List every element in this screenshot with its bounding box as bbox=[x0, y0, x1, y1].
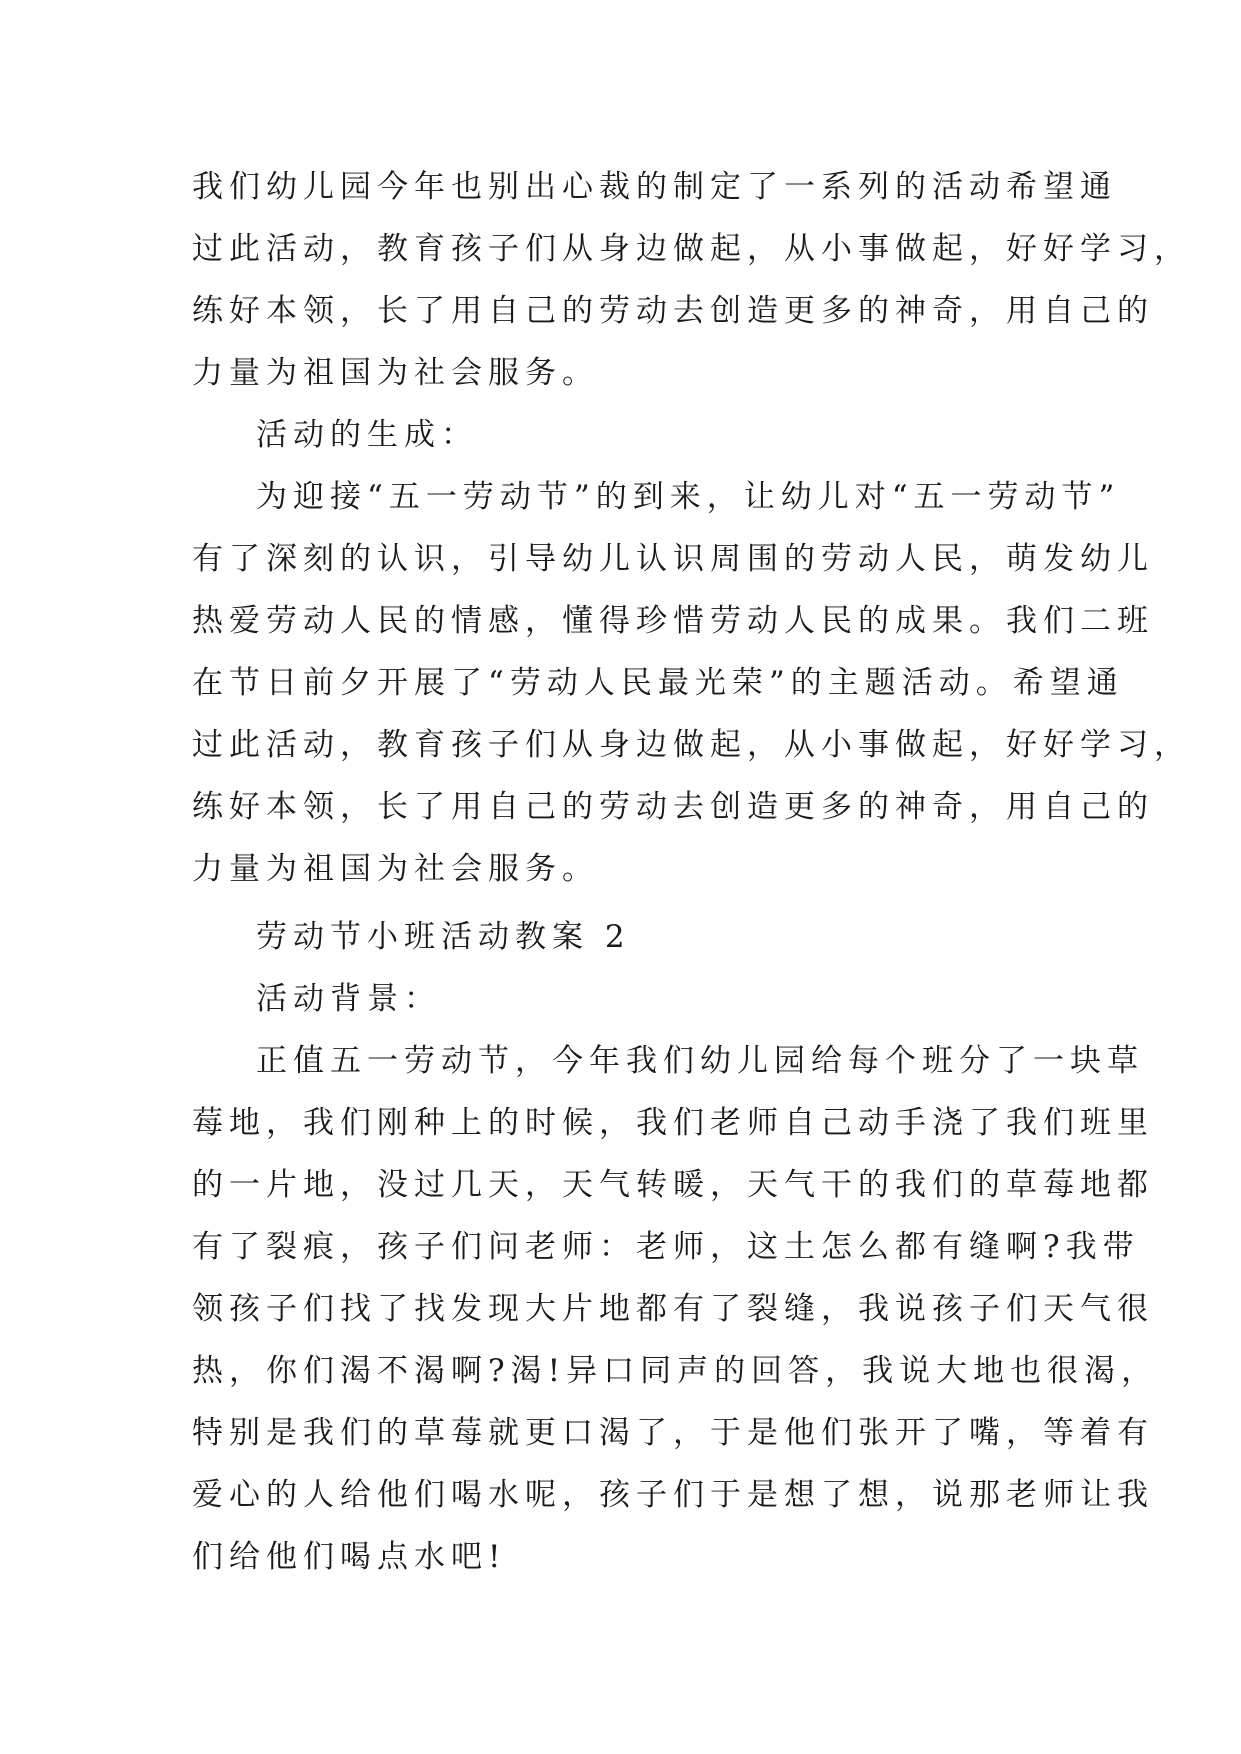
text-line: 我们幼儿园今年也别出心裁的制定了一系列的活动希望通 bbox=[192, 169, 1117, 205]
section-title bbox=[192, 906, 1072, 968]
text-line: 正值五一劳动节，今年我们幼儿园给每个班分了一块草 bbox=[256, 1043, 1144, 1079]
text-line: 过此活动，教育孩子们从身边做起，从小事做起，好好学习， bbox=[192, 231, 1191, 267]
text-line: 有了裂痕，孩子们问老师：老师，这土怎么都有缝啊?我带 bbox=[192, 1229, 1140, 1265]
heading-activity-background bbox=[192, 968, 1072, 1030]
text-line: 练好本领，长了用自己的劳动去创造更多的神奇，用自己的 bbox=[192, 293, 1154, 329]
text-line: 热爱劳动人民的情感，懂得珍惜劳动人民的成果。我们二班 bbox=[192, 603, 1154, 639]
paragraph-generation bbox=[192, 466, 1191, 900]
text-line: 有了深刻的认识，引导幼儿认识周围的劳动人民，萌发幼儿 bbox=[192, 541, 1154, 577]
text-line: 爱心的人给他们喝水呢，孩子们于是想了想，说那老师让我 bbox=[192, 1477, 1154, 1513]
text-line: 热，你们渴不渴啊?渴!异口同声的回答，我说大地也很渴， bbox=[192, 1353, 1159, 1389]
text-line: 领孩子们找了找发现大片地都有了裂缝，我说孩子们天气很 bbox=[192, 1291, 1154, 1327]
heading-text: 活动的生成： bbox=[256, 417, 478, 453]
paragraph-background bbox=[192, 1030, 1159, 1588]
text-line: 力量为祖国为社会服务。 bbox=[192, 355, 599, 391]
text-line: 过此活动，教育孩子们从身边做起，从小事做起，好好学习， bbox=[192, 727, 1191, 763]
heading-text: 活动背景： bbox=[256, 981, 441, 1017]
text-line: 特别是我们的草莓就更口渴了，于是他们张开了嘴，等着有 bbox=[192, 1415, 1154, 1451]
text-line: 练好本领，长了用自己的劳动去创造更多的神奇，用自己的 bbox=[192, 789, 1154, 825]
section-title-text: 劳动节小班活动教案 2 bbox=[256, 919, 631, 955]
text-line: 的一片地，没过几天，天气转暖，天气干的我们的草莓地都 bbox=[192, 1167, 1154, 1203]
text-line: 在节日前夕开展了“劳动人民最光荣”的主题活动。希望通 bbox=[192, 665, 1124, 701]
heading-activity-generation bbox=[192, 404, 1072, 466]
paragraph-intro bbox=[192, 156, 1191, 404]
text-line: 为迎接“五一劳动节”的到来，让幼儿对“五一劳动节” bbox=[256, 479, 1121, 515]
text-line: 力量为祖国为社会服务。 bbox=[192, 851, 599, 887]
text-line: 莓地，我们刚种上的时候，我们老师自己动手浇了我们班里 bbox=[192, 1105, 1154, 1141]
text-line: 们给他们喝点水吧! bbox=[192, 1539, 507, 1575]
